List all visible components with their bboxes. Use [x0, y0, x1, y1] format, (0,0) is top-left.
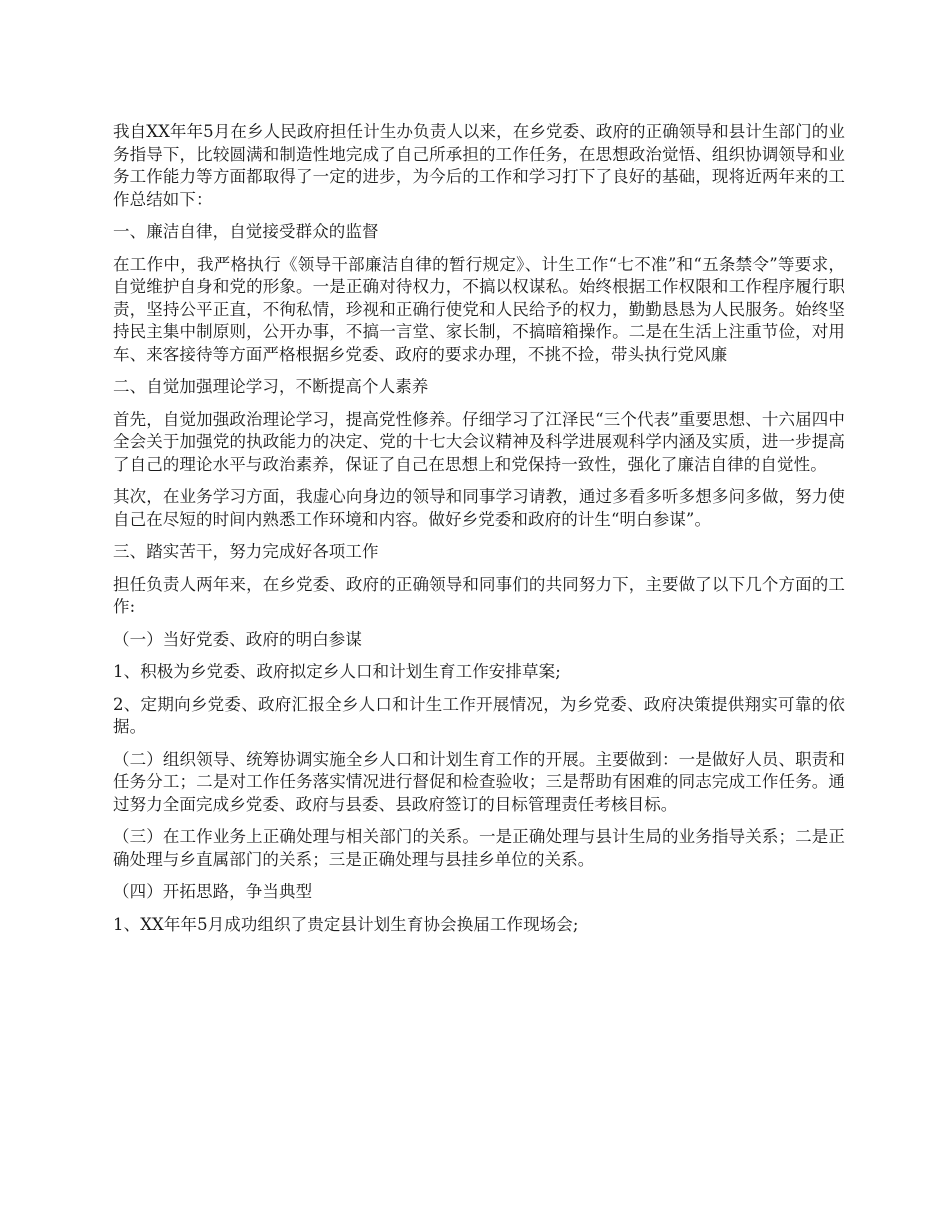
list-item: 1、积极为乡党委、政府拟定乡人口和计划生育工作安排草案;	[113, 662, 561, 681]
section-heading-2: 二、自觉加强理论学习，不断提高个人素养	[113, 377, 429, 396]
subsection-paragraph-3: （三）在工作业务上正确处理与相关部门的关系。一是正确处理与县计生局的业务指导关系；二是正确处理与乡直属部门的关系；三是正确处理与县挂乡单位的关系。	[113, 827, 845, 869]
section-heading-3: 三、踏实苦干，努力完成好各项工作	[113, 542, 379, 561]
subsection-heading-4: （四）开拓思路，争当典型	[113, 882, 313, 901]
subsection-heading-1: （一）当好党委、政府的明白参谋	[113, 629, 362, 649]
section-heading-1: 一、廉洁自律，自觉接受群众的监督	[113, 222, 379, 241]
body-paragraph: 首先，自觉加强政治理论学习，提高党性修养。仔细学习了江泽民“三个代表”重要思想、十六届四中全会关于加强党的执政能力的决定、党的十七大会议精神及科学进展观科学内涵及实质，进一步提高了自己的理论水平与政治素养，保证了自己在思想上和党保持一致性，强化了廉洁自律的自觉性。	[113, 409, 845, 474]
body-paragraph: 担任负责人两年来，在乡党委、政府的正确领导和同事们的共同努力下，主要做了以下几个方面的工作:	[113, 574, 845, 616]
list-item: 2、定期向乡党委、政府汇报全乡人口和计生工作开展情况，为乡党委、政府决策提供翔实可靠的依据。	[113, 694, 845, 736]
list-item: 1、XX年年5月成功组织了贵定县计划生育协会换届工作现场会;	[113, 914, 579, 934]
body-paragraph: 其次，在业务学习方面，我虚心向身边的领导和同事学习请教，通过多看多听多想多问多做，努力使自己在尽短的时间内熟悉工作环境和内容。做好乡党委和政府的计生“明白参谋”。	[113, 487, 845, 529]
subsection-paragraph-2: （二）组织领导、统筹协调实施全乡人口和计划生育工作的开展。主要做到：一是做好人员、职责和任务分工；二是对工作任务落实情况进行督促和检查验收；三是帮助有困难的同志完成工作任务。通过努力全面完成乡党委、政府与县委、县政府签订的目标管理责任考核目标。	[113, 749, 845, 814]
intro-paragraph: 我自XX年年5月在乡人民政府担任计生办负责人以来，在乡党委、政府的正确领导和县计生部门的业务指导下，比较圆满和制造性地完成了自己所承担的工作任务，在思想政治觉悟、组织协调领导和业务工作能力等方面都取得了一定的进步，为今后的工作和学习打下了良好的基础，现将近两年来的工作总结如下：	[113, 122, 845, 209]
document-body	[113, 121, 845, 946]
body-paragraph: 在工作中，我严格执行《领导干部廉洁自律的暂行规定》、计生工作“七不准”和“五条禁令”等要求，自觉维护自身和党的形象。一是正确对待权力，不搞以权谋私。始终根据工作权限和工作程序履行职责，坚持公平正直，不徇私情，珍视和正确行使党和人民给予的权力，勤勤恳恳为人民服务。始终坚持民主集中制原则，公开办事，不搞一言堂、家长制，不搞暗箱操作。二是在生活上注重节俭，对用车、来客接待等方面严格根据乡党委、政府的要求办理，不挑不捡，带头执行党风廉	[113, 254, 845, 364]
